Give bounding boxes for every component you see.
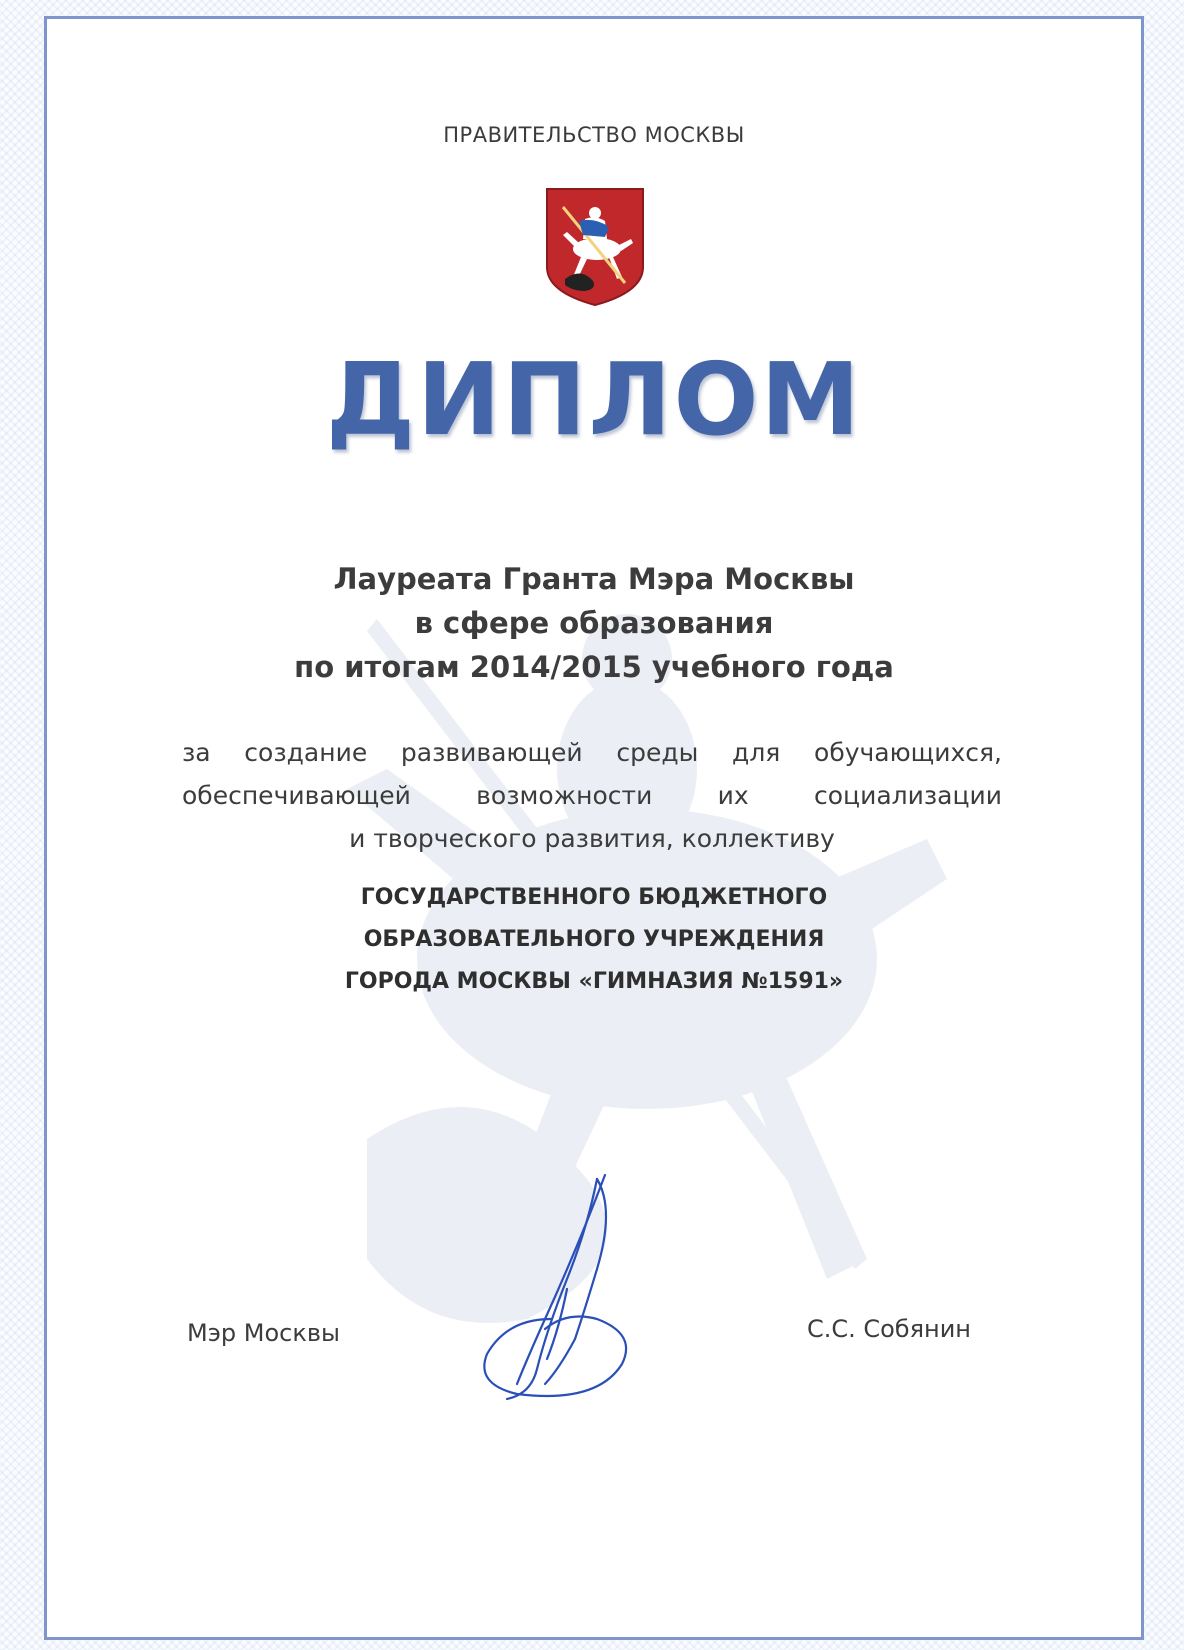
signatory-position: Мэр Москвы — [187, 1319, 340, 1347]
diploma-title: ДИПЛОМ — [325, 341, 863, 458]
laureate-line-3: по итогам 2014/2015 учебного года — [294, 650, 894, 684]
reason-line-2: обеспечивающей возможности их социализации — [182, 781, 1002, 810]
signature-icon — [447, 1169, 707, 1419]
government-header: ПРАВИТЕЛЬСТВО МОСКВЫ — [443, 123, 745, 147]
organization-line-3: ГОРОДА МОСКВЫ «ГИМНАЗИЯ №1591» — [344, 969, 844, 994]
laureate-line-2: в сфере образования — [414, 606, 774, 640]
organization-block — [47, 877, 1141, 1003]
organization-line-1: ГОСУДАРСТВЕННОГО БЮДЖЕТНОГО — [360, 885, 828, 910]
laureate-line-1: Лауреата Гранта Мэра Москвы — [333, 562, 855, 596]
laureate-block — [47, 557, 1141, 689]
organization-line-2: ОБРАЗОВАТЕЛЬНОГО УЧРЕЖДЕНИЯ — [363, 927, 825, 952]
moscow-coat-of-arms-icon — [545, 187, 645, 307]
certificate-frame — [44, 16, 1144, 1640]
reason-line-3: и творческого развития, коллективу — [349, 824, 835, 853]
signatory-name: С.С. Собянин — [806, 1315, 971, 1343]
reason-line-1: за создание развивающей среды для обучающихся, — [182, 738, 1002, 767]
reason-block — [182, 731, 1002, 860]
